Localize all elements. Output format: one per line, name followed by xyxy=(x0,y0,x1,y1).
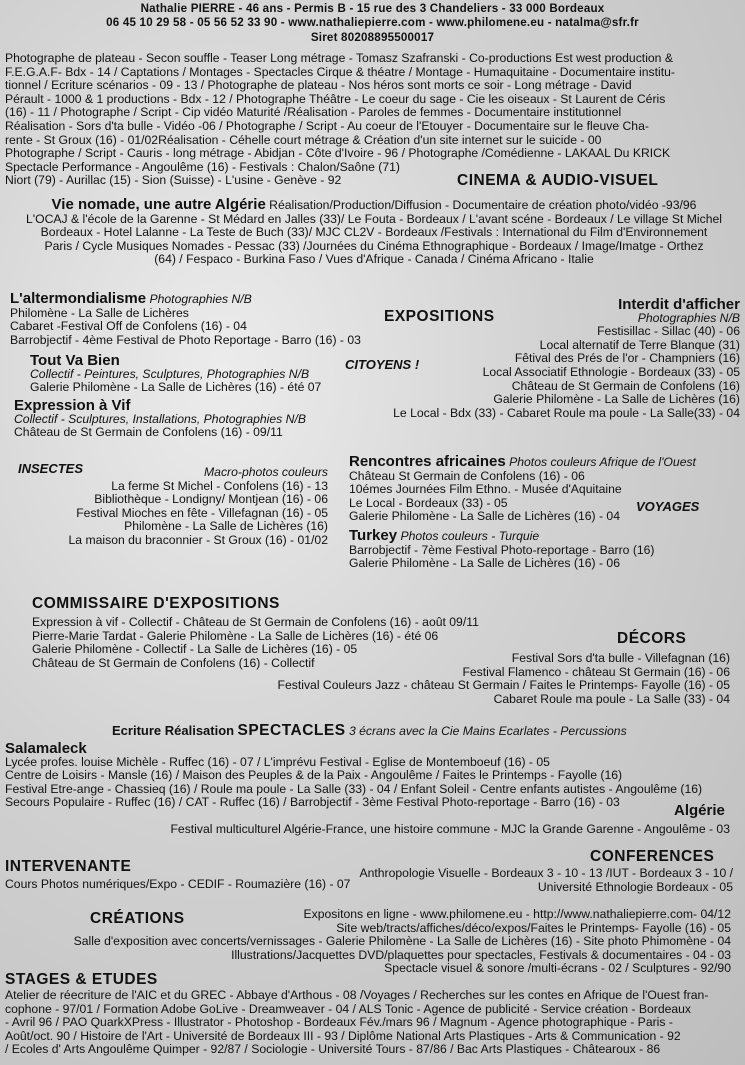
cinema-line: Pérault - 1000 & 1 productions - Bdx - 12 / Photographe Théâtre - Le coeur du sage - Cie les oiseaux - St Laurent de Céris xyxy=(5,91,666,106)
cinema-line: Niort (79) - Aurillac (15) - Sion (Suisse) - L'usine - Genève - 92 xyxy=(5,173,342,188)
spectacles-block xyxy=(5,742,743,810)
vie-nomade-line: Paris / Cycle Musiques Nomades - Pessac (33) /Journées du Cinéma Ethnographique - Bordeaux / Image/Imatge - Orthez xyxy=(44,238,704,253)
exhibition-line: Philomène - La Salle de Lichères (16) xyxy=(124,519,328,534)
cinema-line: (16) - 11 / Photographe / Script - Cip vidéo Maturité /Réalisation - Paroles de femmes - Documentaire institutionnel xyxy=(5,105,622,120)
interdit-title: Interdit d'afficher xyxy=(618,296,740,313)
decors-line: Festival Couleurs Jazz - château St Germain / Faites le Printemps- Fayolle (16) - 05 xyxy=(277,678,730,693)
commissaire-line: Expression à vif - Collectif - Château de St Germain de Confolens (16) - août 09/11 xyxy=(32,615,479,629)
spectacles-pre: Ecriture Réalisation xyxy=(112,723,235,738)
commissaire-line: Pierre-Marie Tardat - Galerie Philomène - La Salle de Lichères (16) - été 06 xyxy=(32,628,439,643)
algerie-title: Algérie xyxy=(674,802,725,819)
rencontres-title: Rencontres africaines xyxy=(349,453,506,470)
citoyens-label: CITOYENS ! xyxy=(345,357,420,372)
cinema-line: Photographe de plateau - Secon souffle - Teaser Long métrage - Tomasz Szafranski - Co-productions Est west production & xyxy=(5,51,673,65)
creation-line: Spectacle visuel & sonore /multi-écrans - 02 / Sculptures - 92/90 xyxy=(384,961,731,976)
exhibition-line: Galerie Philomène - La Salle de Lichères (16) - 06 xyxy=(349,556,620,571)
exhibition-line: Festival Mioches en fête - Villefagnan (16) - 05 xyxy=(76,505,328,520)
spectacle-line: Secours Populaire - Ruffec (16) / CAT - Ruffec (16) / Barrobjectif - 3ème Festival Photo-reportage - Barro (16) - 03 xyxy=(5,795,620,810)
exhibition-line: Le Local - Bdx (33) - Cabaret Roule ma poule - La Salle(33) - 04 xyxy=(393,405,740,420)
tout-va-bien-subtitle: Collectif - Peintures, Sculptures, Photographies N/B xyxy=(30,366,310,381)
stage-line: Août/oct. 90 / Histoire de l'Art - Université de Bordeaux III - 93 / Diplôme National Arts Plastiques - Arts & Communication - 92 xyxy=(5,1028,681,1043)
insectes-subtitle: Macro-photos couleurs xyxy=(204,465,328,479)
vie-nomade-title: Vie nomade, une autre Algérie xyxy=(51,196,266,213)
stage-line: - Avril 96 / PAO QuarkXPress - Illustrator - Photoshop - Bordeaux Fév./mars 96 / Magnum - Agence photographique - Paris - xyxy=(5,1015,673,1030)
creation-line: Site web/tracts/affiches/déco/expos/Faites le Printemps- Fayolle (16) - 05 xyxy=(336,920,731,935)
decors-line: Cabaret Roule ma poule - La Salle (33) - 04 xyxy=(493,691,730,706)
spectacle-line: Lycée profes. louise Michèle - Ruffec (16) - 07 / L'imprévu Festival - Eglise de Montemboeuf (16) - 05 xyxy=(5,754,550,769)
exhibition-line: Local Associatif Ethnologie - Bordeaux (33) - 05 xyxy=(482,364,740,379)
expression-a-vif-subtitle: Collectif - Sculptures, Installations, Photographies N/B xyxy=(14,411,306,426)
stages-title: STAGES & ETUDES xyxy=(5,971,158,988)
exhibition-line: La ferme St Michel - Confolens (16) - 13 xyxy=(111,478,328,493)
exhibition-line: Le Local - Bordeaux (33) - 05 xyxy=(349,495,508,510)
intervenante-line: Cours Photos numériques/Expo - CEDIF - Roumazière (16) - 07 xyxy=(5,877,351,891)
vie-nomade-line: Bordeaux - Hotel Lalanne - La Teste de Buch (33)/ MJC CL2V - Bordeaux /Festivals : International du Film d'Environnement xyxy=(40,225,708,240)
header xyxy=(0,2,745,45)
cinema-line: Photographe / Script - Cauris - long métrage - Abidjan - Côte d'Ivoire - 96 / Photographe /Comédienne - LAKAAL Du KRICK xyxy=(5,146,671,161)
stages-block xyxy=(5,989,743,1057)
turkey-title: Turkey xyxy=(349,527,398,544)
cinema-title: CINEMA & AUDIO-VISUEL xyxy=(457,172,659,189)
turkey-subtitle: Photos couleurs - Turquie xyxy=(400,529,540,543)
creation-line: Salle d'exposition avec concerts/vernissages - Galerie Philomène - La Salle de Lichères (16) - Site photo Phimomène - 04 xyxy=(73,934,731,949)
intervenante-title: INTERVENANTE xyxy=(5,858,132,875)
commissaire-title: COMMISSAIRE D'EXPOSITIONS xyxy=(32,595,280,612)
spectacles-subtitle: 3 écrans avec la Cie Mains Ecarlates - Percussions xyxy=(348,724,627,738)
vie-nomade-line: Réalisation/Production/Diffusion - Documentaire de création photo/vidéo -93/96 xyxy=(265,198,697,212)
insectes-block xyxy=(10,466,328,548)
spectacles-title: SPECTACLES xyxy=(237,722,346,739)
decors-line: Festival Flamenco - château St Germain (16) - 06 xyxy=(462,664,730,679)
exhibition-line: Philomène - La Salle de Lichères xyxy=(10,305,189,320)
exhibition-line: Local alternatif de Terre Blanque (31) xyxy=(539,337,740,352)
header-line-1: Nathalie PIERRE - 46 ans - Permis B - 15 rue des 3 Chandeliers - 33 000 Bordeaux xyxy=(140,2,605,15)
exhibition-line: 10émes Journées Film Ethno. - Musée d'Aquitaine xyxy=(349,482,622,497)
header-line-3: Siret 80208895500017 xyxy=(310,30,435,44)
exhibition-line: Galerie Philomène - La Salle de Lichères (16) - été 07 xyxy=(30,380,322,395)
commissaire-line: Galerie Philomène - Collectif - La Salle de Lichères (16) - 05 xyxy=(32,642,358,657)
exhibition-line: La maison du braconnier - St Groux (16) - 01/02 xyxy=(68,532,328,547)
vie-nomade-line: (64) / Fespaco - Burkina Faso / Vues d'Afrique - Canada / Cinéma Africano - Italie xyxy=(154,252,594,267)
conferences-block xyxy=(353,867,733,894)
exhibition-line: Galerie Philomène - La Salle de Lichères (16) - 04 xyxy=(349,509,620,524)
decors-block xyxy=(210,652,730,706)
header-line-2: 06 45 10 29 58 - 05 56 52 33 90 - www.nathaliepierre.com - www.philomene.eu - natalma@sfr.fr xyxy=(106,16,639,30)
vie-nomade-line: L'OCAJ & l'école de la Garenne - St Médard en Jalles (33)/ Le Fouta - Bordeaux / L'avant scéne - Bordeaux / Le village St Michel xyxy=(26,211,722,226)
spectacle-line: Centre de Loisirs - Mansle (16) / Maison des Peuples & de la Paix - Angoulême / Faites le Printemps - Fayolle (16) xyxy=(5,768,623,783)
exhibition-line: Fêtival des Prés de l'or - Champniers (16) xyxy=(514,351,740,366)
altermondialisme-title: L'altermondialisme xyxy=(10,290,147,307)
expression-a-vif-title: Expression à Vif xyxy=(14,397,131,414)
tout-va-bien-block xyxy=(30,354,350,395)
salamaleck-title: Salamaleck xyxy=(5,740,87,757)
rencontres-subtitle: Photos couleurs Afrique de l'Ouest xyxy=(509,455,696,469)
creations-title: CRÉATIONS xyxy=(90,910,185,927)
exhibition-line: Galerie Philomène - La Salle de Lichères (16) xyxy=(493,392,740,407)
interdit-block xyxy=(360,298,740,420)
creation-line: Illustrations/Jacquettes DVD/plaquettes pour spectacles, Festivals & documentaires - 04 - 03 xyxy=(231,947,731,962)
exhibition-line: Château de St Germain de Confolens (16) xyxy=(511,378,740,393)
turkey-block xyxy=(349,529,741,571)
tout-va-bien-title: Tout Va Bien xyxy=(30,352,120,369)
cinema-section xyxy=(5,52,743,188)
algerie-line: Festival multiculturel Algérie-France, une histoire commune - MJC la Grande Garenne - Angoulême - 03 xyxy=(170,822,730,836)
spectacles-header xyxy=(112,724,742,739)
insectes-title: INSECTES xyxy=(18,461,84,476)
cinema-line: Spectacle Performance - Angoulême (16) - Festivals : Chalon/Saône (71) xyxy=(5,159,400,174)
expression-a-vif-block xyxy=(14,399,354,440)
exhibition-line: Château de St Germain de Confolens (16) - 09/11 xyxy=(14,425,283,440)
exhibition-line: Cabaret -Festival Off de Confolens (16) - 04 xyxy=(10,319,247,334)
stage-line: / Ecoles d' Arts Angoulême Quimper - 92/87 / Sociologie - Université Tours - 87/86 / Bac Arts Plastiques - Châtearoux - 86 xyxy=(5,1042,661,1057)
conferences-title: CONFERENCES xyxy=(590,848,715,865)
decors-line: Festival Sors d'ta bulle - Villefagnan (16) xyxy=(511,651,730,665)
cinema-line: F.E.G.A.F- Bdx - 14 / Captations / Montages - Spectacles Cirque & théatre / Montage - Humaquitaine - Documentaire institu- xyxy=(5,64,675,79)
interdit-subtitle: Photographies N/B xyxy=(637,310,740,325)
vie-nomade-section xyxy=(5,198,743,267)
exhibition-line: Barrobjectif - 7ème Festival Photo-reportage - Barro (16) xyxy=(349,542,655,557)
commissaire-line: Château de St Germain de Confolens (16) - Collectif xyxy=(32,655,315,670)
exhibition-line: Bibliothèque - Londigny/ Montjean (16) - 06 xyxy=(94,492,328,507)
cinema-line: rente - St Groux (16) - 01/02Réalisation - Céhelle court métrage & Création d'un site internet sur le suicide - 00 xyxy=(5,132,602,147)
stage-line: cophone - 97/01 / Formation Adobe GoLive - Dreamweaver - 04 / ALS Tonic - Agence de publicité - Service création - Bordeaux xyxy=(5,1001,692,1016)
stage-line: Atelier de réecriture de l'AIC et du GREC - Abbaye d'Arthous - 08 /Voyages / Recherches sur les contes en Afrique de l'Ouest fran- xyxy=(5,988,709,1002)
exhibition-line: Barrobjectif - 4ème Festival de Photo Reportage - Barro (16) - 03 xyxy=(10,332,361,347)
voyages-label: VOYAGES xyxy=(636,499,700,514)
exhibition-line: Festisillac - Sillac (40) - 06 xyxy=(597,324,740,339)
decors-title: DÉCORS xyxy=(617,630,687,647)
cinema-line: Réalisation - Sors d'ta bulle - Vidéo -06 / Photographe / Script - Au coeur de l'Etouyer - Documentaire sur le fleuve Cha- xyxy=(5,118,649,133)
cinema-line: tionnel / Ecriture scénarios - 09 - 13 / Photographe de plateau - Nos héros sont morts ce soir - Long métrage - David xyxy=(5,78,632,93)
exhibition-line: Château St Germain de Confolens (16) - 06 xyxy=(349,468,585,483)
creation-line: Expositons en ligne - www.philomene.eu - http://www.nathaliepierre.com- 04/12 xyxy=(303,907,731,921)
conference-line: Anthropologie Visuelle - Bordeaux 3 - 10 - 13 /IUT - Bordeaux 3 - 10 / xyxy=(359,866,733,880)
altermondialisme-block xyxy=(10,292,410,347)
creations-block xyxy=(1,908,731,976)
conference-line: Université Ethnologie Bordeaux - 05 xyxy=(537,879,733,894)
spectacle-line: Festival Etre-ange - Chassieq (16) / Roule ma poule - La Salle (33) - 04 / Enfant Soleil - Centre enfants autistes - Angoulême (16) xyxy=(5,781,703,796)
altermondialisme-subtitle: Photographies N/B xyxy=(149,292,252,306)
expositions-title: EXPOSITIONS xyxy=(384,308,495,325)
